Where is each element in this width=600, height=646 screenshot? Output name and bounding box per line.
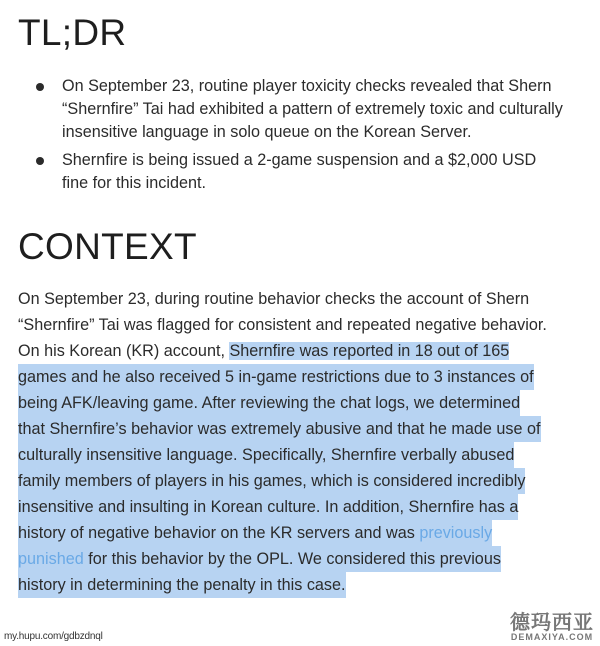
highlighted-line: games and he also received 5 in-game restrictions due to 3 instances of xyxy=(18,364,534,390)
highlighted-line: insensitive and insulting in Korean culture. In addition, Shernfire has a xyxy=(18,494,518,520)
site-logo-cn-text: 德玛西亚 xyxy=(510,610,594,634)
tldr-bullet-list xyxy=(36,75,576,195)
site-logo-en-text: DEMAXIYA.COM xyxy=(510,632,594,642)
site-logo-watermark xyxy=(510,612,594,642)
previously-punished-link[interactable]: previously xyxy=(419,524,493,542)
bullet-dot-icon xyxy=(36,83,44,91)
paragraph-line xyxy=(18,338,509,364)
bullet-text-line: fine for this incident. xyxy=(62,174,206,192)
highlighted-line xyxy=(18,546,501,572)
highlighted-line: family members of players in his games, which is considered incredibly xyxy=(18,468,525,494)
paragraph-text: for this behavior by the OPL. We considered this previous xyxy=(83,550,501,568)
highlighted-line: that Shernfire’s behavior was extremely abusive and that he made use of xyxy=(18,416,541,442)
source-url-watermark: my.hupu.com/gdbzdnql xyxy=(4,631,103,642)
highlighted-line: culturally insensitive language. Specifically, Shernfire verbally abused xyxy=(18,442,514,468)
bullet-text-line: On September 23, routine player toxicity checks revealed that Shern xyxy=(62,77,552,95)
highlighted-line: being AFK/leaving game. After reviewing the chat logs, we determined xyxy=(18,390,520,416)
bullet-text-line: “Shernfire” Tai had exhibited a pattern of extremely toxic and culturally xyxy=(62,100,563,118)
bullet-dot-icon xyxy=(36,157,44,165)
tldr-heading: TL;DR xyxy=(18,12,127,53)
previously-punished-link[interactable]: punished xyxy=(18,550,84,568)
highlighted-text: Shernfire was reported in 18 out of 165 xyxy=(229,342,510,360)
bullet-text-line: Shernfire is being issued a 2-game suspension and a $2,000 USD xyxy=(62,151,537,169)
context-heading: CONTEXT xyxy=(18,226,197,267)
list-item xyxy=(36,149,576,195)
highlighted-line: history in determining the penalty in this case. xyxy=(18,572,346,598)
paragraph-line: On September 23, during routine behavior checks the account of Shern xyxy=(18,290,530,308)
paragraph-text: history of negative behavior on the KR servers and was xyxy=(18,524,420,542)
bullet-text-line: insensitive language in solo queue on the Korean Server. xyxy=(62,123,472,141)
list-item xyxy=(36,75,576,145)
highlighted-line xyxy=(18,520,492,546)
paragraph-line: “Shernfire” Tai was flagged for consistent and repeated negative behavior. xyxy=(18,316,547,334)
paragraph-text: On his Korean (KR) account, xyxy=(18,342,230,360)
